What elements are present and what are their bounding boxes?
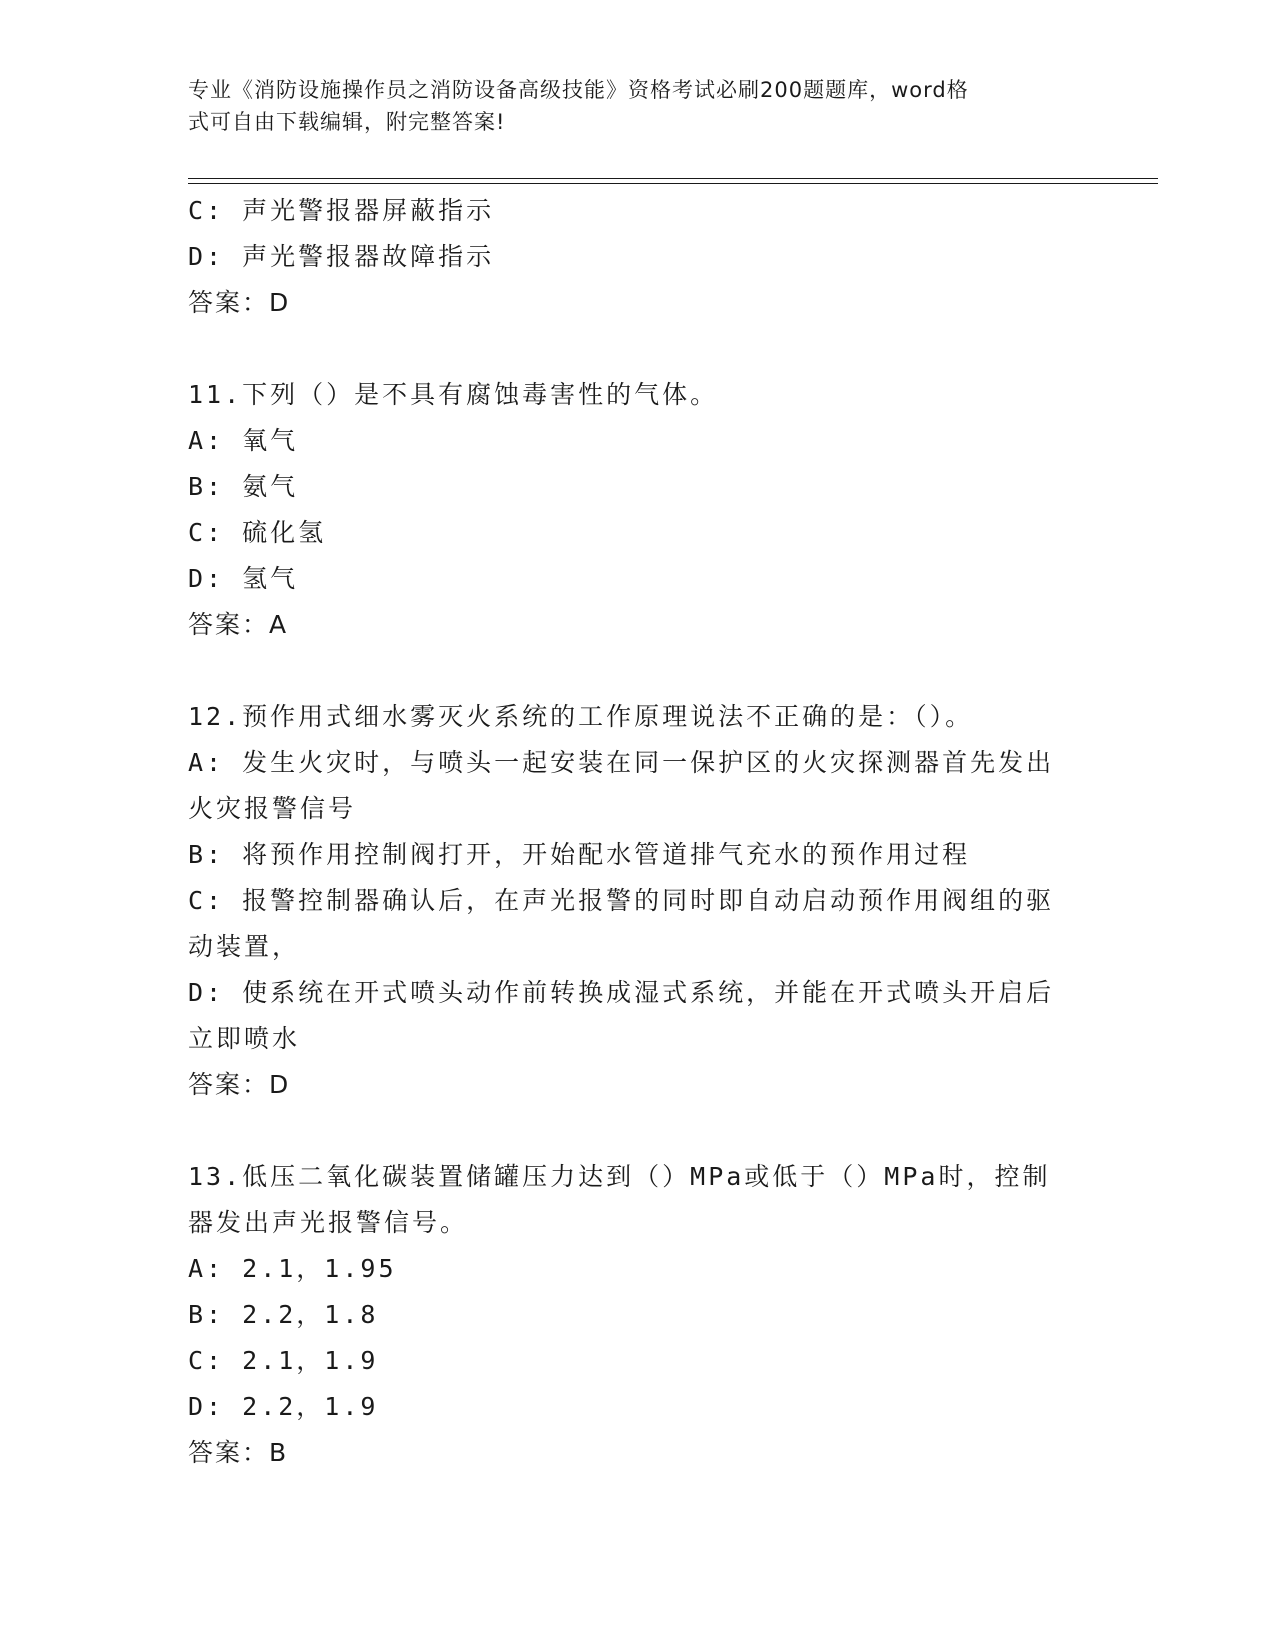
option-c: C: 报警控制器确认后，在声光报警的同时即自动启动预作用阀组的驱 [188,886,1055,915]
answer-line: 答案：D [188,1070,291,1099]
option-c: C: 硫化氢 [188,518,327,547]
option-d: D: 声光警报器故障指示 [188,242,495,271]
answer-line: 答案：B [188,1438,289,1467]
option-d-continued: 立即喷水 [188,1024,301,1053]
option-b: B: 将预作用控制阀打开，开始配水管道排气充水的预作用过程 [188,840,971,869]
header-divider-top [188,178,1158,179]
question-11 [188,372,1088,648]
option-d: D: 2.2，1.9 [188,1392,379,1421]
option-c: C: 声光警报器屏蔽指示 [188,196,495,225]
document-header [188,74,1068,138]
option-d: D: 氢气 [188,564,299,593]
question-10-continued [188,188,1088,326]
option-a: A: 氧气 [188,426,299,455]
answer-line: 答案：A [188,610,289,639]
option-b: B: 氨气 [188,472,299,501]
option-a: A: 发生火灾时，与喷头一起安装在同一保护区的火灾探测器首先发出 [188,748,1055,777]
question-list [188,188,1088,1476]
option-c-continued: 动装置， [188,932,301,961]
question-stem: 11.下列（）是不具有腐蚀毒害性的气体。 [188,380,719,409]
question-stem: 12.预作用式细水雾灭火系统的工作原理说法不正确的是：（）。 [188,702,974,731]
header-line-1: 专业《消防设施操作员之消防设备高级技能》资格考试必刷200题题库，word格 [188,78,969,102]
option-c: C: 2.1，1.9 [188,1346,379,1375]
option-b: B: 2.2，1.8 [188,1300,379,1329]
answer-line: 答案：D [188,288,291,317]
question-12 [188,694,1088,1108]
question-13 [188,1154,1088,1476]
option-a: A: 2.1，1.95 [188,1254,397,1283]
question-stem-continued: 器发出声光报警信号。 [188,1208,469,1237]
header-divider-bottom [188,183,1158,184]
option-a-continued: 火灾报警信号 [188,794,357,823]
question-stem: 13.低压二氧化碳装置储罐压力达到（）MPa或低于（）MPa时，控制 [188,1162,1051,1191]
header-line-2: 式可自由下载编辑，附完整答案! [188,110,506,134]
option-d: D: 使系统在开式喷头动作前转换成湿式系统，并能在开式喷头开启后 [188,978,1055,1007]
